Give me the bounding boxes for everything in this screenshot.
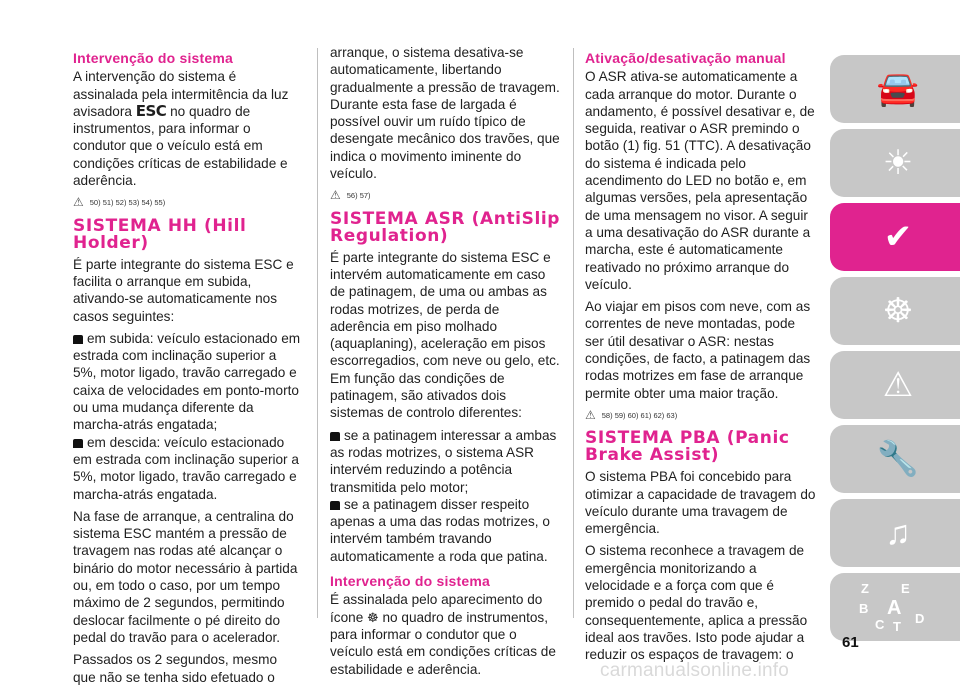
- tab-maintenance[interactable]: [830, 425, 960, 493]
- esc-warning-icon: ESC: [135, 101, 167, 120]
- paragraph: [330, 591, 562, 677]
- tab-starting-driving[interactable]: [830, 277, 960, 345]
- asr-warning-icon: ☸: [367, 609, 379, 625]
- list-item: [330, 496, 562, 565]
- paragraph: Ao viajar em pisos com neve, com as correntes de neve montadas, pode ser útil desativar o ASR: nestas condições, de facto, a patinagem das rodas motrizes em fase de arranque permite obter uma maior tração.: [585, 299, 811, 401]
- wrench-car-icon: 🔧: [876, 440, 920, 478]
- paragraph-text: A intervenção do sistema é assinalada pela intermitência da luz avisadora: [73, 69, 289, 119]
- subheading: Ativação/desativação manual: [585, 50, 786, 66]
- tab-safety[interactable]: [830, 203, 960, 271]
- lights-icon: ☀: [882, 144, 914, 182]
- warning-reference-text: 58) 59) 60) 61) 62) 63): [601, 410, 678, 420]
- column-2: [330, 44, 562, 683]
- subheading: Intervenção do sistema: [73, 50, 234, 66]
- column-divider: [317, 48, 318, 618]
- warning-triangle-icon: ⚠: [330, 188, 341, 203]
- paragraph: É parte integrante do sistema ESC e facilita o arranque em subida, ativando-se automaticamente nos casos seguintes:: [73, 256, 294, 324]
- column-1: [73, 48, 303, 691]
- list-item: [73, 434, 303, 503]
- warning-triangle-icon: ⚠: [73, 195, 84, 210]
- paragraph: O ASR ativa-se automaticamente a cada arranque do motor. Durante o andamento, é possível desativar e, de seguida, reativar o ASR premindo o botão (1) fig. 51 (TTC). A desativação do sistema é indicada pelo acendimento do LED no botão e, em algumas versões, pela apresentação de uma mensagem no visor. A seguir a uma desativação do ASR durante a marcha, este é automaticamente reativado no próximo arranque do veículo.: [585, 69, 815, 292]
- bullet-icon: [73, 335, 83, 344]
- paragraph: Na fase de arranque, a centralina do sistema ESC mantém a pressão de travagem nas rodas até alcançar o binário do motor necessário à partida ou, em todo o caso, por um tempo máximo de 2 segundos, permitindo deslocar facilmente o pé direito do pedal do travão para o acelerador.: [73, 508, 298, 645]
- seat-airbag-icon: ✔: [883, 218, 913, 256]
- warning-references: [330, 187, 562, 204]
- warning-reference-text: 50) 51) 52) 53) 54) 55): [89, 198, 166, 208]
- watermark: carmanualsonline.info: [600, 660, 790, 681]
- index-letter: E: [901, 581, 910, 596]
- column-3: [585, 48, 817, 669]
- list-item-text: se a patinagem disser respeito apenas a uma das rodas motrizes, o intervém também travando automaticamente a roda que patina.: [330, 496, 550, 564]
- subheading: Intervenção do sistema: [330, 573, 491, 590]
- index-letter: T: [893, 619, 901, 634]
- paragraph: O sistema reconhece a travagem de emergência monitorizando a velocidade e a força com que é premido o pedal do travão e, consequentemente, aplica a pressão ideal aos travões. Isto pode ajudar a reduzir os espaços de travagem: o: [585, 543, 808, 663]
- warning-references: [585, 407, 817, 424]
- warning-car-icon: ⚠: [882, 366, 914, 404]
- paragraph: [73, 68, 303, 189]
- warning-triangle-icon: ⚠: [585, 407, 596, 422]
- column-divider: [573, 48, 574, 618]
- tab-car[interactable]: [830, 55, 960, 123]
- media-icon: ♫: [885, 513, 911, 552]
- index-letter: Z: [861, 581, 869, 596]
- section-title: SISTEMA PBA (Panic Brake Assist): [585, 428, 790, 466]
- paragraph-text: no quadro de instrumentos, para informar o condutor que o veículo está em condições críticas de estabilidade e aderência.: [73, 103, 288, 189]
- list-item-text: em descida: veículo estacionado em estrada com inclinação superior a 5%, motor ligado, travão carregado e marcha-atrás engatada.: [73, 434, 299, 502]
- paragraph-text: no quadro de instrumentos, para informar o condutor que o veículo está em condições críticas de estabilidade e aderência.: [330, 609, 556, 677]
- paragraph-text: É assinalada pelo aparecimento do ícone: [330, 592, 543, 625]
- tab-index[interactable]: [830, 573, 960, 641]
- index-letters-icon: [853, 579, 943, 635]
- key-steering-icon: ☸: [882, 292, 914, 330]
- bullet-icon: [330, 432, 340, 441]
- list-item-text: em subida: veículo estacionado em estrada com inclinação superior a 5%, motor ligado, travão carregado e caixa de velocidades em ponto-morto ou uma mudança diferente da marcha-atrás engatada;: [73, 330, 301, 433]
- list-item: [330, 427, 562, 496]
- tab-multimedia[interactable]: [830, 499, 960, 567]
- paragraph: arranque, o sistema desativa-se automaticamente, libertando gradualmente a pressão de travagem. Durante esta fase de largada é possível ouvir um ruído típico de desengate mecânico dos travões, que indica o movimento iminente do veículo.: [330, 45, 560, 182]
- paragraph: É parte integrante do sistema ESC e intervém automaticamente em caso de patinagem, de uma ou ambas as rodas motrizes, de perda de aderência em piso molhado (aquaplaning), aceleração em pisos escorregadios, com neve ou gelo, etc. Em função das condições de patinagem, são ativados dois sistemas de controlo diferentes:: [330, 249, 560, 421]
- index-letter: B: [859, 601, 869, 616]
- bullet-icon: [73, 439, 83, 448]
- car-icon: 🚘: [876, 70, 920, 108]
- tab-emergency[interactable]: [830, 351, 960, 419]
- section-title: SISTEMA ASR (AntiSlip Regulation): [330, 208, 561, 246]
- tab-lights[interactable]: [830, 129, 960, 197]
- index-letter: A: [887, 597, 902, 619]
- paragraph: Passados os 2 segundos, mesmo que não se tenha sido efetuado o: [73, 652, 278, 685]
- bullet-icon: [330, 501, 340, 510]
- paragraph: O sistema PBA foi concebido para otimizar a capacidade de travagem do veículo durante uma travagem de emergência.: [585, 469, 816, 537]
- list-item: [73, 330, 303, 434]
- list-item-text: se a patinagem interessar a ambas as rodas motrizes, o sistema ASR intervém reduzindo a potência transmitida pelo motor;: [330, 427, 557, 495]
- section-title: SISTEMA HH (Hill Holder): [73, 215, 247, 253]
- page-number: 61: [842, 634, 859, 651]
- warning-references: [73, 194, 303, 211]
- index-letter: C: [875, 617, 885, 632]
- warning-reference-text: 56) 57): [346, 191, 371, 201]
- index-letter: D: [915, 611, 925, 626]
